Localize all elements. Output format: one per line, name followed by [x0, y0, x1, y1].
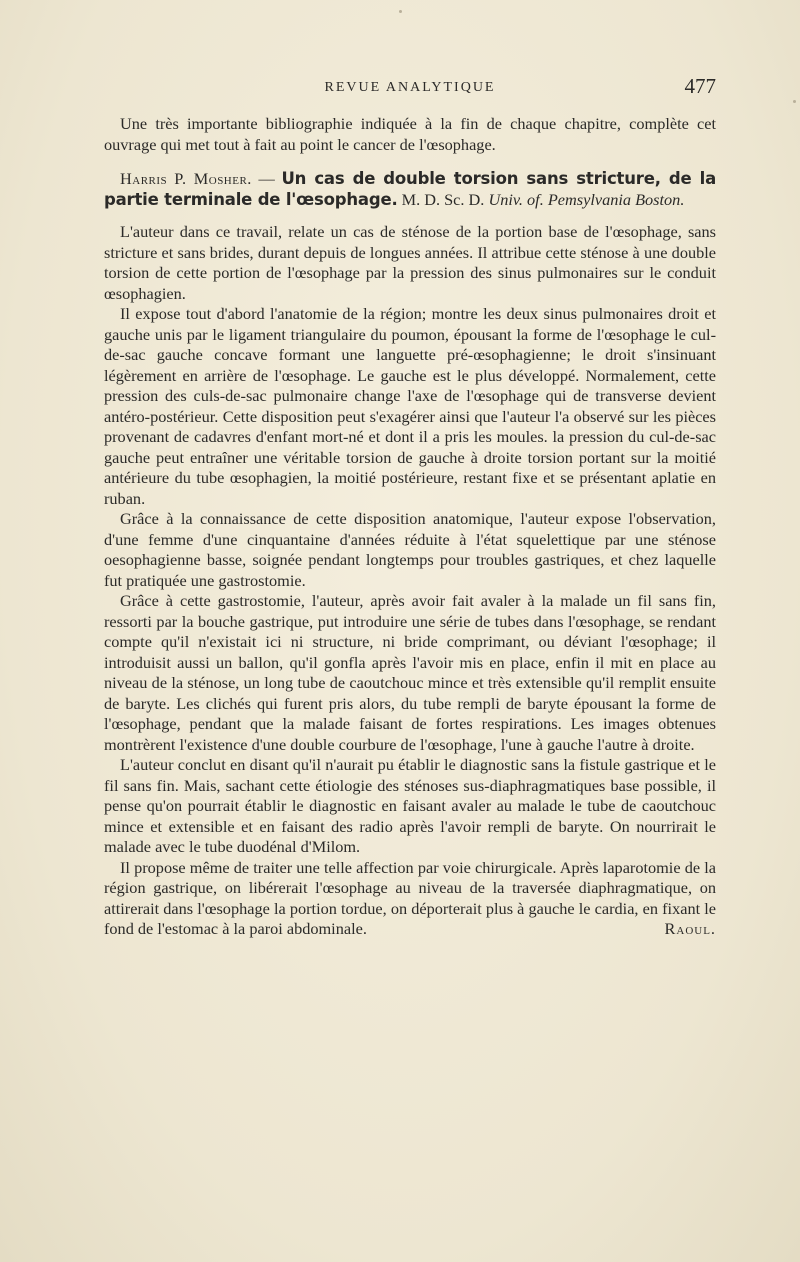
paragraph-observation: Grâce à la connaissance de cette disposition anatomique, l'auteur expose l'observation, d'une femme d'une cinquantaine d'années réduite à l'état squelettique par une sténose oesophagienne basse, soignée pendant longtemps pour troubles gastriques, et chez laquelle fut pratiquée une gastrostomie. [104, 509, 716, 590]
reference-dash: — [251, 169, 282, 188]
paragraph-anatomy: Il expose tout d'abord l'anatomie de la région; montre les deux sinus pulmonaires droit et gauche unis par le ligament triangulaire du poumon, épousant la forme de l'œsophage le cul-de-sac gauche concave formant une languette pré-œsophagienne; le droit s'insinuant légèrement en arrière de l'œsophage. Le gauche est le plus développé. Normalement, cette pression des culs-de-sac pulmonaire change l'axe de l'œsophage qui de transverse devient antéro-postérieur. Cette disposition peut s'exagérer ainsi que l'auteur l'a observé sur les pièces provenant de cadavres d'enfant mort-né et dont il a pris les moules. la pression du cul-de-sac gauche peut entraîner une véritable torsion de gauche à droite torsion portant sur la moitié antérieure du tube œsophagien, la moitié postérieure, restant fixe et se présentant aplatie en ruban. [104, 304, 716, 508]
running-head [104, 74, 716, 104]
paper-speck [399, 10, 402, 13]
paragraph-summary: L'auteur dans ce travail, relate un cas de sténose de la portion base de l'œsophage, sans stricture et sans brides, durant depuis de longues années. Il attribue cette sténose à une double torsion de cette portion de l'œsophage par la pression des sinus pulmonaires sur le conduit œsophagien. [104, 222, 716, 303]
reference-university: Univ. of. Pemsylvania Boston. [488, 189, 685, 209]
article-body [104, 114, 716, 940]
paper-speck [793, 100, 796, 103]
reference-entry [104, 169, 716, 210]
paragraph-surgery [104, 858, 716, 940]
page-number: 477 [684, 74, 716, 98]
paragraph-bibliography-note: Une très importante bibliographie indiquée à la fin de chaque chapitre, complète cet ouvrage qui met tout à fait au point le cancer de l'œsophage. [104, 114, 716, 154]
running-title: REVUE ANALYTIQUE [324, 80, 496, 95]
signature: Raoul. [664, 919, 716, 938]
reference-degree: M. D. Sc. D. [397, 189, 489, 209]
reference-title: Un cas de double torsion sans stricture, de la partie terminale de l'œsophage. [104, 169, 717, 209]
paragraph-surgery-text: Il propose même de traiter une telle affection par voie chirurgicale. Après laparotomie de la région gastrique, on libérerait l'œsophage au niveau de la traversée diaphragmatique, on attirerait dans l'œsophage la portion tordue, on déporterait plus à gauche le cardia, en fixant le fond de l'estomac à la paroi abdominale. [104, 857, 716, 938]
paragraph-gastrostomy: Grâce à cette gastrostomie, l'auteur, après avoir fait avaler à la malade un fil sans fin, ressorti par la bouche gastrique, put introduire une série de tubes dans l'œsophage, se rendant compte qu'il n'existait ici ni structure, ni bride comprimant, ou déviant l'œsophage; il introduisit aussi un ballon, qu'il gonfla après l'avoir mis en place, enfin il mit en place au niveau de la sténose, un long tube de caoutchouc mince et très extensible qu'il remplit ensuite de baryte. Les clichés qui furent pris alors, du tube rempli de baryte épousant la forme de l'œsophage, pendant que la malade faisant de fortes respirations. Les images obtenues montrèrent l'existence d'une double courbure de l'œsophage, l'une à gauche l'autre à droite. [104, 591, 716, 754]
reference-author: Harris P. Mosher. [120, 169, 252, 188]
paragraph-conclusion: L'auteur conclut en disant qu'il n'aurait pu établir le diagnostic sans la fistule gastrique et le fil sans fin. Mais, sachant cette étiologie des sténoses sus-diaphragmatiques base possible, il pense qu'on pourrait établir le diagnostic en faisant avaler au malade le tube de caoutchouc mince et extensible et en faisant des radio après l'avoir rempli de baryte. On nourrirait le malade avec le tube duodénal d'Milom. [104, 755, 716, 856]
